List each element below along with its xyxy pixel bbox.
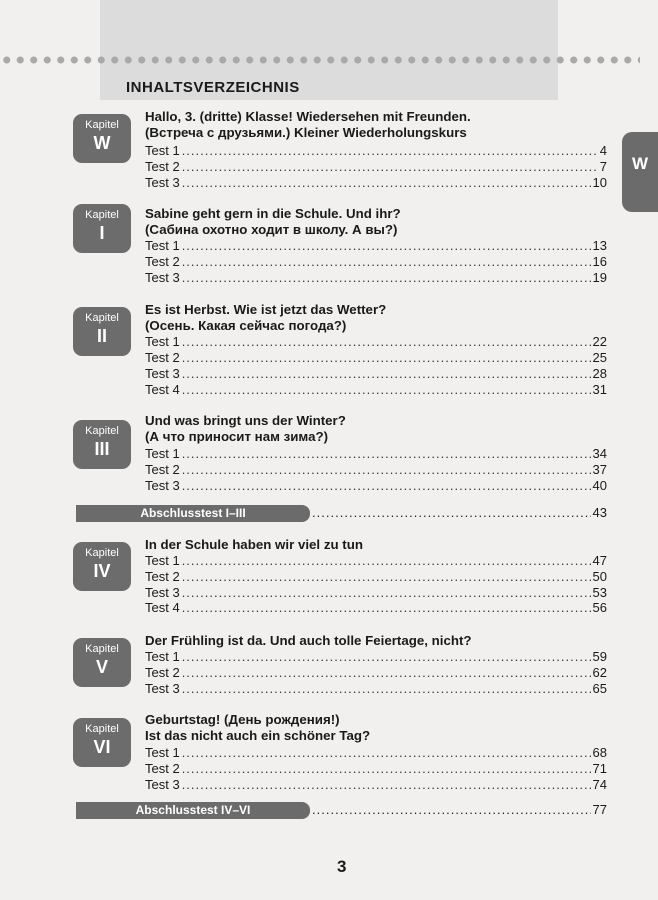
chapter-title[interactable]: Und was bringt uns der Winter? (А что приносит нам зима?) [145,413,346,444]
chapter-badge-vi [73,718,131,767]
final-test-banner[interactable]: Abschlusstest I–III [76,505,310,522]
entry-label: Test 3 [145,681,180,696]
entry-label: Test 3 [145,777,180,792]
entry-label: Test 2 [145,665,180,680]
badge-label: Kapitel [85,723,119,735]
chapter-badge-w [73,114,131,163]
badge-number: III [94,439,110,459]
leader-dots [182,270,591,286]
leader-dots [312,505,591,521]
leader-dots [182,143,598,159]
toc-entry[interactable] [145,143,607,159]
leader-dots [182,761,591,777]
entry-page: 25 [592,350,607,365]
entry-label: Test 3 [145,585,180,600]
entry-label: Test 4 [145,382,180,397]
toc-entry[interactable] [145,462,607,478]
final-test-entry[interactable] [310,802,607,818]
toc-entry[interactable] [145,254,607,270]
toc-entry[interactable] [145,270,607,286]
entry-page: 10 [592,175,607,190]
toc-entry[interactable] [145,777,607,793]
chapter-title[interactable]: Es ist Herbst. Wie ist jetzt das Wetter? (Осень. Какая сейчас погода?) [145,302,387,333]
chapter-title[interactable]: In der Schule haben wir viel zu tun [145,537,363,552]
entry-page: 65 [592,681,607,696]
badge-label: Kapitel [85,312,119,324]
toc-entry[interactable] [145,553,607,569]
entry-page: 22 [592,334,607,349]
leader-dots [182,665,591,681]
chapter-badge-iv [73,542,131,591]
toc-entry[interactable] [145,175,607,191]
toc-entry[interactable] [145,665,607,681]
toc-entry[interactable] [145,382,607,398]
entry-page: 43 [592,505,607,520]
chapter-title[interactable]: Der Frühling ist da. Und auch tolle Feiertage, nicht? [145,633,472,648]
entry-page: 13 [592,238,607,253]
entry-page: 4 [599,143,607,158]
entry-label: Test 1 [145,446,180,461]
final-test-banner[interactable]: Abschlusstest IV–VI [76,802,310,819]
chapter-title[interactable]: Hallo, 3. (dritte) Klasse! Wiedersehen mit Freunden. (Встреча с друзьями.) Kleiner Wiederholungskurs [145,109,471,140]
entry-page: 34 [592,446,607,461]
entry-page: 74 [592,777,607,792]
leader-dots [182,446,591,462]
chapter-title[interactable]: Geburtstag! (День рождения!) Ist das nicht auch ein schöner Tag? [145,712,371,743]
entry-page: 7 [599,159,607,174]
entry-label: Test 1 [145,553,180,568]
leader-dots [182,334,591,350]
entry-label: Test 1 [145,745,180,760]
entry-page: 50 [592,569,607,584]
toc-entry[interactable] [145,681,607,697]
entry-label: Test 1 [145,143,180,158]
entry-page: 62 [592,665,607,680]
badge-label: Kapitel [85,119,119,131]
badge-number: I [99,223,105,243]
page-title: INHALTSVERZEICHNIS [126,79,300,96]
leader-dots [182,462,591,478]
entry-page: 37 [592,462,607,477]
entry-label: Test 3 [145,270,180,285]
entry-page: 56 [592,600,607,615]
dotted-rule [0,53,640,67]
chapter-badge-v [73,638,131,687]
leader-dots [182,777,591,793]
entry-label: Test 2 [145,350,180,365]
leader-dots [182,254,591,270]
entry-label: Test 1 [145,334,180,349]
badge-number: II [96,326,107,346]
toc-entry[interactable] [145,745,607,761]
chapter-badge-i [73,204,131,253]
entry-label: Test 2 [145,159,180,174]
toc-entry[interactable] [145,761,607,777]
badge-label: Kapitel [85,643,119,655]
chapter-title[interactable]: Sabine geht gern in die Schule. Und ihr? (Сабина охотно ходит в школу. А вы?) [145,206,401,237]
page-number: 3 [337,857,347,876]
entry-label: Test 2 [145,254,180,269]
entry-page: 28 [592,366,607,381]
leader-dots [182,569,591,585]
entry-label: Test 1 [145,649,180,664]
entry-label: Test 2 [145,569,180,584]
entry-label: Test 3 [145,175,180,190]
leader-dots [182,238,591,254]
leader-dots [182,159,598,175]
entry-page: 40 [592,478,607,493]
entry-page: 53 [592,585,607,600]
entry-page: 47 [592,553,607,568]
chapter-badge-iii [73,420,131,469]
leader-dots [182,350,591,366]
chapter-badge-ii [73,307,131,356]
leader-dots [182,600,591,616]
entry-label: Test 2 [145,761,180,776]
badge-label: Kapitel [85,547,119,559]
entry-page: 31 [592,382,607,397]
toc-entry[interactable] [145,334,607,350]
entry-page: 71 [592,761,607,776]
entry-label: Test 3 [145,366,180,381]
entry-page: 77 [592,802,607,817]
leader-dots [182,175,591,191]
final-test-entry[interactable] [310,505,607,521]
leader-dots [182,366,591,382]
leader-dots [182,745,591,761]
leader-dots [312,802,591,818]
badge-number: W [93,133,111,153]
leader-dots [182,649,591,665]
toc-entry[interactable] [145,585,607,601]
leader-dots [182,681,591,697]
entry-page: 59 [592,649,607,664]
toc-entry[interactable] [145,159,607,175]
toc-entry[interactable] [145,569,607,585]
toc-entry[interactable] [145,446,607,462]
badge-number: VI [93,737,111,757]
entry-page: 68 [592,745,607,760]
toc-entry[interactable] [145,238,607,254]
entry-page: 16 [592,254,607,269]
side-chapter-tab[interactable]: W [622,132,658,212]
leader-dots [182,553,591,569]
leader-dots [182,585,591,601]
badge-label: Kapitel [85,425,119,437]
entry-label: Test 3 [145,478,180,493]
badge-number: V [95,657,108,677]
toc-entry[interactable] [145,366,607,382]
entry-label: Test 1 [145,238,180,253]
entry-label: Test 4 [145,600,180,615]
toc-entry[interactable] [145,600,607,616]
entry-page: 19 [592,270,607,285]
badge-label: Kapitel [85,209,119,221]
leader-dots [182,478,591,494]
entry-label: Test 2 [145,462,180,477]
toc-entry[interactable] [145,649,607,665]
leader-dots [182,382,591,398]
toc-entry[interactable] [145,350,607,366]
toc-entry[interactable] [145,478,607,494]
badge-number: IV [93,561,111,581]
